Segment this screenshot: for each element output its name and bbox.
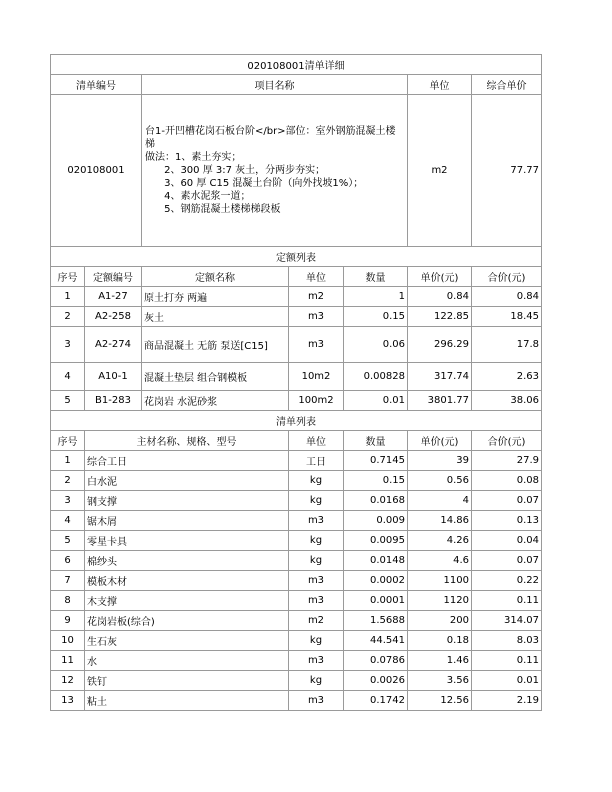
material-name: 水 [85,651,289,671]
material-name: 棉纱头 [85,551,289,571]
materials-header-row [51,431,542,451]
material-total: 314.07 [472,611,542,631]
quota-unit: m2 [289,287,344,307]
material-qty: 0.1742 [344,691,408,711]
material-row [51,591,542,611]
material-name: 模板木材 [85,571,289,591]
materials-body [51,451,542,711]
quota-name: 花岗岩 水泥砂浆 [142,391,289,411]
material-qty: 0.0168 [344,491,408,511]
material-qty: 0.0148 [344,551,408,571]
title-row [51,55,542,75]
quota-header-cell: 序号 [51,267,85,287]
material-seq: 13 [51,691,85,711]
quota-qty: 0.01 [344,391,408,411]
quota-name: 商品混凝土 无筋 泵送[C15] [142,327,289,363]
material-unit: m3 [289,571,344,591]
material-row [51,531,542,551]
material-qty: 0.0095 [344,531,408,551]
material-unit-price: 1120 [408,591,472,611]
quota-seq: 3 [51,327,85,363]
col-name-header: 项目名称 [142,75,408,95]
material-seq: 12 [51,671,85,691]
quota-code: A2-258 [85,307,142,327]
material-total: 0.07 [472,551,542,571]
material-name: 生石灰 [85,631,289,651]
material-seq: 10 [51,631,85,651]
material-total: 0.11 [472,591,542,611]
quota-header-cell: 定额编号 [85,267,142,287]
quota-name: 混凝土垫层 组合钢模板 [142,363,289,391]
quota-row [51,307,542,327]
material-row [51,491,542,511]
quota-qty: 0.15 [344,307,408,327]
material-unit-price: 1100 [408,571,472,591]
material-unit-price: 14.86 [408,511,472,531]
material-unit: kg [289,631,344,651]
material-row [51,511,542,531]
item-row [51,95,542,247]
quota-unit-price: 0.84 [408,287,472,307]
quota-section-title: 定额列表 [51,247,542,267]
item-unit: m2 [408,95,472,247]
quota-row [51,327,542,363]
material-unit-price: 0.18 [408,631,472,651]
quota-total: 38.06 [472,391,542,411]
quota-row [51,287,542,307]
material-row [51,651,542,671]
material-unit: kg [289,531,344,551]
quota-unit-price: 317.74 [408,363,472,391]
material-name: 零星卡具 [85,531,289,551]
quota-header-cell: 单位 [289,267,344,287]
material-seq: 8 [51,591,85,611]
material-unit: m2 [289,611,344,631]
material-seq: 11 [51,651,85,671]
quota-header-cell: 定额名称 [142,267,289,287]
material-unit-price: 4.26 [408,531,472,551]
material-row [51,611,542,631]
material-total: 27.9 [472,451,542,471]
material-name: 钢支撑 [85,491,289,511]
materials-section-title: 清单列表 [51,411,542,431]
material-name: 铁钉 [85,671,289,691]
material-unit-price: 1.46 [408,651,472,671]
quota-code: B1-283 [85,391,142,411]
material-total: 0.13 [472,511,542,531]
material-unit-price: 4.6 [408,551,472,571]
quota-seq: 5 [51,391,85,411]
material-unit-price: 4 [408,491,472,511]
quota-unit-price: 3801.77 [408,391,472,411]
quota-name: 灰土 [142,307,289,327]
bill-detail-table [50,54,542,711]
materials-header-cell: 序号 [51,431,85,451]
quota-total: 0.84 [472,287,542,307]
quota-section-row [51,247,542,267]
quota-row [51,363,542,391]
item-price: 77.77 [472,95,542,247]
quota-unit: 10m2 [289,363,344,391]
material-name: 花岗岩板(综合) [85,611,289,631]
material-total: 0.07 [472,491,542,511]
material-unit: m3 [289,511,344,531]
quota-seq: 2 [51,307,85,327]
quota-header-cell: 单价(元) [408,267,472,287]
material-row [51,671,542,691]
quota-code: A10-1 [85,363,142,391]
materials-header-cell: 主材名称、规格、型号 [85,431,289,451]
material-unit: kg [289,491,344,511]
material-seq: 9 [51,611,85,631]
quota-code: A1-27 [85,287,142,307]
quota-unit: m3 [289,327,344,363]
quota-row [51,391,542,411]
material-unit: m3 [289,691,344,711]
quota-unit: m3 [289,307,344,327]
material-total: 0.04 [472,531,542,551]
material-qty: 0.15 [344,471,408,491]
quota-total: 17.8 [472,327,542,363]
materials-header-cell: 单价(元) [408,431,472,451]
col-code-header: 清单编号 [51,75,142,95]
quota-header-cell: 合价(元) [472,267,542,287]
material-total: 8.03 [472,631,542,651]
material-name: 白水泥 [85,471,289,491]
material-unit: m3 [289,591,344,611]
item-description: 台1-开凹槽花岗石板台阶</br>部位：室外钢筋混凝土楼梯 做法：1、素土夯实； 2、300 厚 3:7 灰土，分两步夯实； 3、60 厚 C15 混凝土台阶（向外找坡1%）； 4、素水泥浆一道； 5、钢筋混凝土楼梯梯段板 [142,95,408,247]
material-qty: 0.0786 [344,651,408,671]
material-unit: 工日 [289,451,344,471]
quota-total: 2.63 [472,363,542,391]
item-header-row [51,75,542,95]
materials-header-cell: 单位 [289,431,344,451]
quota-qty: 0.06 [344,327,408,363]
material-unit-price: 12.56 [408,691,472,711]
material-seq: 1 [51,451,85,471]
material-seq: 6 [51,551,85,571]
material-row [51,451,542,471]
material-total: 2.19 [472,691,542,711]
material-unit-price: 3.56 [408,671,472,691]
material-unit: kg [289,671,344,691]
material-seq: 4 [51,511,85,531]
material-total: 0.01 [472,671,542,691]
quota-qty: 0.00828 [344,363,408,391]
material-name: 木支撑 [85,591,289,611]
material-total: 0.08 [472,471,542,491]
quota-header-cell: 数量 [344,267,408,287]
material-row [51,551,542,571]
col-unit-header: 单位 [408,75,472,95]
quota-code: A2-274 [85,327,142,363]
quota-total: 18.45 [472,307,542,327]
sheet-title: 020108001清单详细 [51,55,542,75]
material-total: 0.11 [472,651,542,671]
material-seq: 5 [51,531,85,551]
material-total: 0.22 [472,571,542,591]
material-name: 锯木屑 [85,511,289,531]
material-qty: 0.0026 [344,671,408,691]
quota-unit: 100m2 [289,391,344,411]
material-unit-price: 39 [408,451,472,471]
col-price-header: 综合单价 [472,75,542,95]
material-qty: 0.009 [344,511,408,531]
materials-header-cell: 合价(元) [472,431,542,451]
quota-qty: 1 [344,287,408,307]
material-row [51,471,542,491]
material-unit: kg [289,551,344,571]
material-unit-price: 0.56 [408,471,472,491]
material-qty: 1.5688 [344,611,408,631]
material-qty: 0.7145 [344,451,408,471]
quota-unit-price: 296.29 [408,327,472,363]
material-name: 粘土 [85,691,289,711]
quota-name: 原土打夯 两遍 [142,287,289,307]
material-name: 综合工日 [85,451,289,471]
material-row [51,631,542,651]
material-row [51,571,542,591]
material-seq: 7 [51,571,85,591]
bill-detail-sheet [50,54,541,711]
material-qty: 0.0001 [344,591,408,611]
material-seq: 2 [51,471,85,491]
quota-seq: 4 [51,363,85,391]
quota-header-row [51,267,542,287]
material-unit: kg [289,471,344,491]
material-unit-price: 200 [408,611,472,631]
material-seq: 3 [51,491,85,511]
quota-seq: 1 [51,287,85,307]
material-qty: 44.541 [344,631,408,651]
materials-header-cell: 数量 [344,431,408,451]
material-unit: m3 [289,651,344,671]
material-qty: 0.0002 [344,571,408,591]
quota-unit-price: 122.85 [408,307,472,327]
item-code: 020108001 [51,95,142,247]
materials-section-row [51,411,542,431]
material-row [51,691,542,711]
